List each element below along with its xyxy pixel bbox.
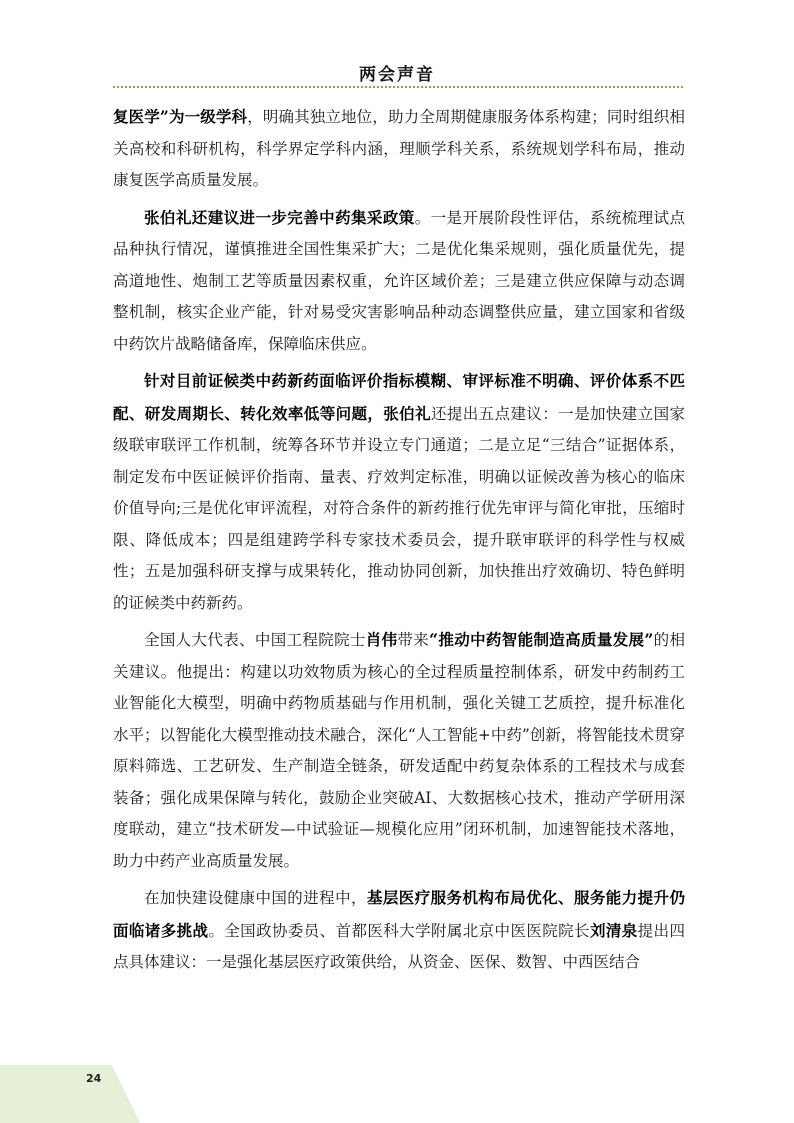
- emphasized-text: 基层医疗服务机构布局优化、服务能力提升仍面临诸多挑战: [113, 888, 685, 940]
- emphasized-text: “推动中药智能制造高质量发展”: [429, 630, 654, 649]
- paragraph: [113, 624, 685, 877]
- paragraph: [113, 882, 685, 979]
- emphasized-text: 张伯礼还建议进一步完善中药集采政策: [144, 207, 415, 227]
- emphasized-text: 肖伟: [365, 630, 398, 649]
- paragraph: [113, 101, 685, 197]
- emphasized-text: 针对目前证候类中药新药面临评价指标模糊、审评标准不明确、评价体系不匹配、研发周期长、转化效率低等问题，张伯礼: [113, 371, 685, 423]
- text-segment: ，明确其独立地位，助力全周期健康服务体系构建；同时组织相关高校和科研机构，科学界定学科内涵，理顺学科关系，系统规划学科布局，推动康复医学高质量发展。: [113, 108, 685, 189]
- footer-corner-decoration: [0, 1065, 140, 1123]
- article-body: [113, 101, 685, 984]
- text-segment: 带来: [397, 631, 430, 649]
- text-segment: 全国人大代表、中国工程院院士: [144, 631, 366, 649]
- text-segment: 提出四点具体建议：一是强化基层医疗政策供给，从资金、医保、数智、中西医结合: [113, 921, 685, 971]
- paragraph: [113, 202, 685, 361]
- text-segment: 。一是开展阶段性评估，系统梳理试点品种执行情况，谨慎推进全国性集采扩大；二是优化集采规则，强化质量优先，提高道地性、炮制工艺等质量因素权重，允许区域价差；三是建立供应保障与动态调整机制，核实企业产能，针对易受灾害影响品种动态调整供应量，建立国家和省级中药饮片战略储备库，保障临床供应。: [113, 208, 685, 353]
- text-segment: 还提出五点建议：一是加快建立国家级联审联评工作机制，统筹各环节并设立专门通道；二是立足“三结合”证据体系，制定发布中医证候评价指南、量表、疗效判定标准，明确以证候改善为核心的临床价值导向;三是优化审评流程，对符合条件的新药推行优先审评与简化审批，压缩时限、降低成本；四是组建跨学科专家技术委员会，提升联审联评的科学性与权威性；五是加强科研支撑与成果转化，推动协同创新，加快推出疗效确切、特色鲜明的证候类中药新药。: [113, 404, 685, 612]
- emphasized-text: 刘清泉: [589, 920, 638, 940]
- header-divider: [113, 86, 683, 88]
- text-segment: 。全国政协委员、首都医科大学附属北京中医医院院长: [208, 921, 590, 940]
- page-header-title: 两会声音: [359, 65, 435, 85]
- paragraph: [113, 365, 685, 619]
- page-number: 24: [86, 1072, 102, 1085]
- emphasized-text: 复医学”为一级学科: [113, 107, 248, 126]
- text-segment: 在加快建设健康中国的进程中，: [144, 889, 367, 907]
- text-segment: 的相关建议。他提出：构建以功效物质为核心的全过程质量控制体系，研发中药制药工业智能化大模型，明确中药物质基础与作用机制，强化关键工艺质控，提升标准化水平；以智能化大模型推动技术融合，深化“人工智能+中药”创新，将智能技术贯穿原料筛选、工艺研发、生产制造全链条，研发适配中药复杂体系的工程技术与成套装备；强化成果保障与转化，鼓励企业突破AI、大数据核心技术，推动产学研用深度联动，建立“技术研发—中试验证—规模化应用”闭环机制，加速智能技术落地，助力中药产业高质量发展。: [113, 631, 685, 870]
